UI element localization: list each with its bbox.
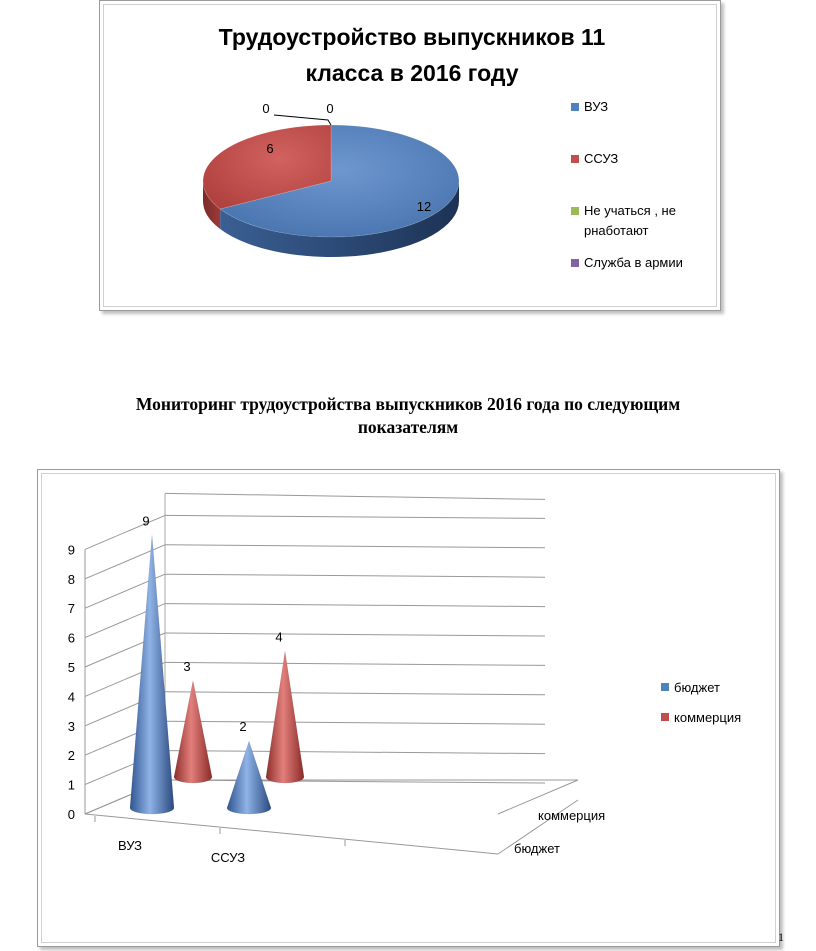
- page-number: 1: [778, 930, 784, 944]
- pie-legend-label-0-0: ВУЗ: [584, 99, 609, 114]
- cone-category-label-0: ВУЗ: [117, 838, 143, 853]
- cone-category-label-1: ССУЗ: [210, 850, 246, 865]
- cone-grid-back-8: [165, 545, 545, 548]
- cone-ytick-6: 6: [67, 630, 75, 646]
- cone-legend: [661, 680, 741, 725]
- pie-data-label-2: 0: [262, 101, 270, 116]
- cone-grid-side-9: [85, 515, 165, 549]
- pie-chart: [100, 1, 720, 310]
- monitoring-heading-line-1: Мониторинг трудоустройства выпускников 2016 года по следующим: [135, 394, 681, 414]
- cone-legend-label-1: коммерция: [674, 710, 742, 725]
- pie-legend-label-2-1: рнаботают: [584, 223, 649, 238]
- pie-legend-label-2-0: Не учаться , не: [584, 203, 676, 218]
- cone-ytick-4: 4: [67, 689, 75, 705]
- pie-data-label-0: 12: [416, 199, 432, 214]
- cone-ytick-9: 9: [67, 542, 75, 558]
- cone-grid-back-9: [165, 515, 545, 518]
- monitoring-heading: [0, 393, 816, 439]
- cone-x-axis: [85, 814, 498, 854]
- cone-ytick-5: 5: [67, 660, 75, 675]
- pie-legend-label-1-0: ССУЗ: [584, 151, 619, 166]
- cone-ytick-3: 3: [67, 718, 75, 734]
- cone-ytick-7: 7: [67, 601, 75, 617]
- cone-depth-label-1: бюджет: [514, 841, 560, 856]
- cone-ytick-8: 8: [67, 571, 75, 587]
- cone-ytick-1: 1: [67, 777, 75, 793]
- cone-grid-back-2: [165, 721, 545, 724]
- cone-chart: [38, 470, 779, 946]
- pie-leader-line: [274, 115, 331, 125]
- cone-legend-swatch-0: [661, 683, 669, 691]
- cone-0-1: [227, 741, 271, 814]
- cone-grid-back-1: [165, 751, 545, 754]
- cone-chart-frame: [37, 469, 780, 947]
- cone-data-label-0-0: 9: [142, 513, 150, 529]
- pie-legend: [571, 99, 683, 270]
- cone-grid-back-6: [165, 604, 545, 607]
- pie-plot-area: [203, 101, 459, 257]
- cone-1-0: [174, 681, 212, 783]
- cone-data-label-1-0: 3: [183, 658, 191, 674]
- pie-legend-label-3-0: Служба в армии: [584, 255, 683, 270]
- cone-grid-back-4: [165, 662, 545, 665]
- cone-grid-back-7: [165, 574, 545, 577]
- cone-legend-label-0: бюджет: [674, 680, 720, 695]
- cone-grid-back-5: [165, 633, 545, 636]
- cone-back-top: [165, 493, 545, 499]
- monitoring-heading-line-2: показателям: [357, 417, 459, 437]
- pie-data-label-1: 6: [266, 141, 274, 156]
- pie-legend-swatch-3: [571, 259, 579, 267]
- pie-data-label-3: 0: [326, 101, 334, 116]
- pie-title-line-2: класса в 2016 году: [305, 60, 519, 86]
- cone-ytick-2: 2: [67, 748, 75, 764]
- cone-data-label-0-1: 2: [239, 719, 247, 735]
- cone-grid-back-3: [165, 692, 545, 695]
- cone-depth-label-0: коммерция: [538, 808, 606, 823]
- pie-chart-frame: [99, 0, 721, 311]
- pie-legend-swatch-1: [571, 155, 579, 163]
- cone-data-label-1-1: 4: [275, 629, 283, 645]
- cone-1-1: [266, 651, 304, 783]
- pie-title-line-1: Трудоустройство выпускников 11: [218, 24, 606, 50]
- pie-legend-swatch-2: [571, 207, 579, 215]
- pie-legend-swatch-0: [571, 103, 579, 111]
- cone-ytick-0: 0: [67, 807, 75, 822]
- cone-legend-swatch-1: [661, 713, 669, 721]
